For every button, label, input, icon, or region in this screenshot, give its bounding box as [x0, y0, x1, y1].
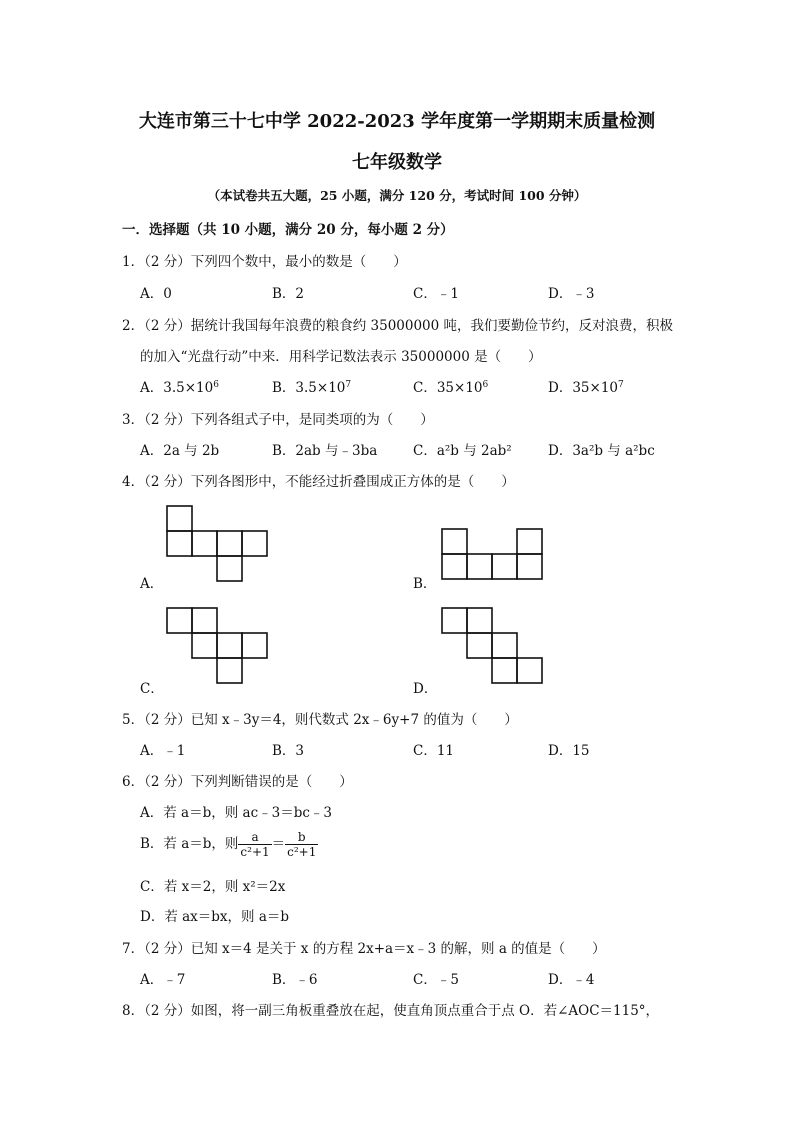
q1-option-d: D．﹣3 [548, 286, 595, 302]
q4-stem: 4．（2 分）下列各图形中，不能经过折叠围成正方体的是（ ） [122, 474, 515, 490]
q7-option-d: D．﹣4 [548, 972, 595, 988]
q3-stem: 3．（2 分）下列各组式子中，是同类项的为（ ） [122, 412, 434, 428]
q5-option-a: A．﹣1 [140, 743, 186, 759]
section-heading: 一．选择题（共 10 小题，满分 20 分，每小题 2 分） [122, 222, 454, 238]
q4-option-a: A． [140, 576, 164, 592]
exam-title: 大连市第三十七中学 2022-2023 学年度第一学期期末质量检测 [138, 111, 656, 132]
q3-option-b: B．2ab 与﹣3ba [272, 443, 378, 459]
q4-option-c: C． [140, 681, 164, 697]
q7-option-b: B．﹣6 [272, 972, 318, 988]
q2-option-c: C．$35\times 10^6$ [413, 380, 489, 396]
q5-option-d: D．15 [548, 743, 590, 759]
cube-net-b-figure [436, 524, 551, 584]
q2-stem-line2: 的加入“光盘行动”中来．用科学记数法表示 35000000 是（ ） [140, 349, 542, 365]
q3-option-a: A．2a 与 2b [140, 443, 220, 459]
fraction: $\frac{b}{\text{c²+1}}$ [287, 830, 317, 859]
q6-option-c: C．若 x＝2，则 x²＝2x [140, 879, 286, 895]
cube-net-d-figure [436, 603, 551, 688]
q6-option-a: A．若 a＝b，则 ac﹣3＝bc﹣3 [140, 805, 333, 821]
q8-stem: 8．（2 分）如图，将一副三角板重叠放在起，使直角顶点重合于点 O．若∠AOC＝115°， [122, 1003, 660, 1019]
q7-option-a: A．﹣7 [140, 972, 186, 988]
q6-option-b: B．若 a＝b，则 $\frac{a}{\text{c²+1}}$ ＝ $\frac{b}{\text{c²+1}}$ [140, 830, 317, 859]
q4-option-d: D． [413, 681, 438, 697]
q1-stem: 1．（2 分）下列四个数中，最小的数是（ ） [122, 254, 407, 270]
q2-option-a: A．$3.5\times 10^6$ [140, 380, 219, 396]
q3-option-d: D．3a²b 与 a²bc [548, 443, 655, 459]
fraction: $\frac{a}{\text{c²+1}}$ [240, 830, 270, 859]
q1-option-a: A．0 [140, 286, 172, 302]
q2-option-b: B．$3.5\times 10^7$ [272, 380, 352, 396]
q3-option-c: C．a²b 与 2ab² [413, 443, 512, 459]
q5-option-b: B．3 [272, 743, 305, 759]
exam-subtitle: 七年级数学 [352, 152, 442, 173]
q2-stem-line1: 2．（2 分）据统计我国每年浪费的粮食约 35000000 吨，我们要勤俭节约，反对浪费，积极 [122, 318, 674, 334]
cube-net-a-figure [160, 500, 275, 585]
q5-stem: 5．（2 分）已知 x﹣3y＝4，则代数式 2x﹣6y+7 的值为（ ） [122, 712, 518, 728]
q4-option-b: B． [413, 576, 437, 592]
cube-net-c-figure [160, 603, 275, 688]
q1-option-c: C．﹣1 [413, 286, 459, 302]
q7-option-c: C．﹣5 [413, 972, 459, 988]
exam-note: （本试卷共五大题，25 小题，满分 120 分，考试时间 100 分钟） [207, 188, 587, 203]
q7-stem: 7．（2 分）已知 x＝4 是关于 x 的方程 2x+a＝x﹣3 的解，则 a 的值是（ ） [122, 941, 606, 957]
q2-option-d: D．$35\times 10^7$ [548, 380, 624, 396]
q6-option-d: D．若 ax＝bx，则 a＝b [140, 909, 290, 925]
q5-option-c: C．11 [413, 743, 455, 759]
q1-option-b: B．2 [272, 286, 305, 302]
q6-stem: 6．（2 分）下列判断错误的是（ ） [122, 774, 353, 790]
